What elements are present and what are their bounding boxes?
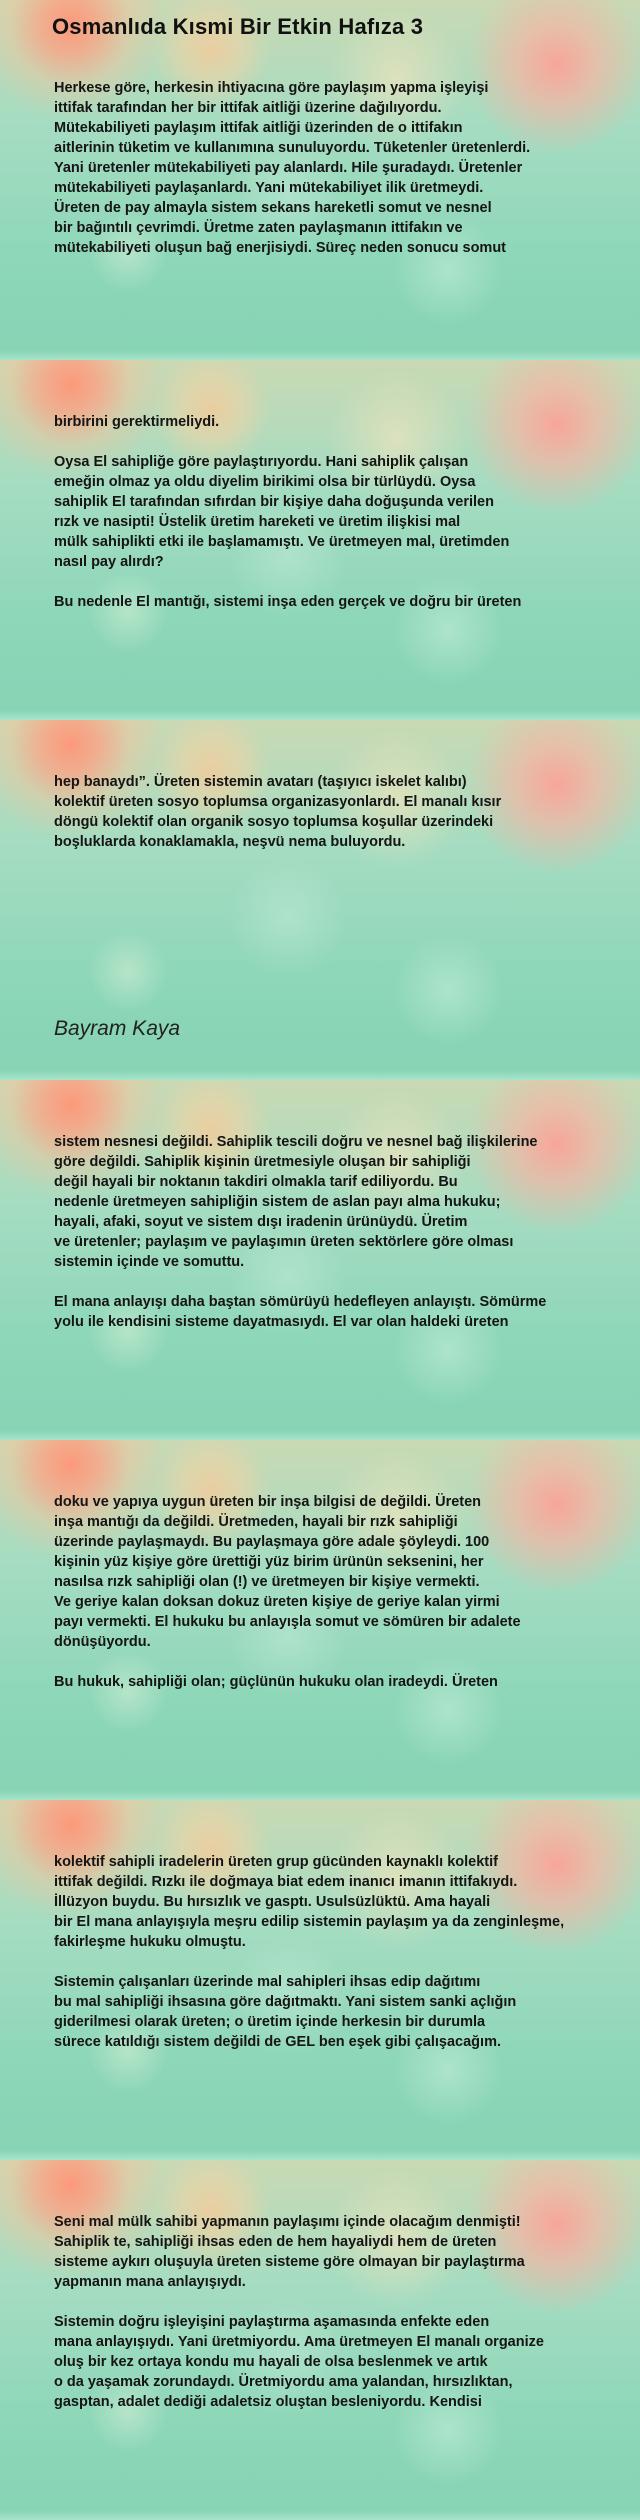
panel-text-5: doku ve yapıya uygun üreten bir inşa bilgisi de değildi. Üreten inşa mantığı da değildi. Üretmeden, hayali bir rızk sahipliği üzerinde paylaşmaydı. Bu paylaşmaya göre adale şöyleydi. 100 kişinin yüz kişiye göre ürettiği yüz birim ürünün seksenini, her nasılsa rızk sahipliği olan (!) ve üretmeyen bir kişiye vermekti. Ve geriye kalan doksan dokuz üreten kişiye de geriye kalan yirmi payı vermekti. El hukuku bu anlayışla somut ve sömüren bir adalete dönüşüyordu. Bu hukuk, sahipliği olan; güçlünün hukuku olan iradeydi. Üreten (54, 1494, 521, 1690)
panel-text-2: birbirini gerektirmeliydi. Oysa El sahipliğe göre paylaştırıyordu. Hani sahiplik çalışan emeğin olmaz ya oldu diyelim birikimi olsa bir türlüydü. Oysa sahiplik El tarafından sıfırdan bir kişiye daha doğuşunda verilen rızk ve nasipti! Üstelik üretim hareketi ve üretim ilişkisi mal mülk sahiplikti etki ile başlamamıştı. Ve üretmeyen mal, üretimden nasıl pay alırdı? Bu nedenle El mantığı, sistemi inşa eden gerçek ve doğru bir üreten (54, 414, 522, 610)
text-panel-7 (0, 2160, 640, 2520)
panel-text-1: Herkese göre, herkesin ihtiyacına göre paylaşım yapma işleyişi ittifak tarafından her bir ittifak aitliği üzerine dağılıyordu. Mütekabiliyeti paylaşım ittifak aitliği üzerinden de o ittifakın aitlerinin tüketim ve kullanımına sunuluyordu. Tüketenler üretenlerdi. Yani üretenler mütekabiliyeti pay alanlardı. Hile şuradaydı. Üretenler mütekabiliyeti paylaşanlardı. Yani mütekabiliyet ilik üretmeydi. Üreten de pay almayla sistem sekans hareketli somut ve nesnel bir bağıntılı çevrimdi. Üretme zaten paylaşmanın ittifakın ve mütekabiliyeti oluşun bağ enerjisiydi. Süreç neden sonucu somut (54, 80, 531, 256)
text-panel-1 (0, 0, 640, 360)
text-panel-6 (0, 1800, 640, 2160)
author-name: Bayram Kaya (54, 1017, 181, 1040)
text-panel-4 (0, 1080, 640, 1440)
panel-text-6: kolektif sahipli iradelerin üreten grup gücünden kaynaklı kolektif ittifak değildi. Rızkı ile doğmaya biat edem inanıcı imanın ittifakıydı. İllüzyon buydu. Bu hırsızlık ve gasptı. Usulsüzlüktü. Ama hayali bir El mana anlayışıyla meşru edilip sistemin paylaşım ya da zenginleşme, fakirleşme hukuku olmuştu. Sistemin çalışanları üzerinde mal sahipleri ihsas edip dağıtımı bu mal sahipliği ihsasına göre dağıtmaktı. Yani sistem sanki açlığın giderilmesi olarak üreten; o üretim içinde herkesin bir durumla sürece katıldığı sistem değildi de GEL ben eşek gibi çalışacağım. (54, 1854, 565, 2050)
panel-text-3: hep banaydı”. Üreten sistemin avatarı (taşıyıcı iskelet kalıbı) kolektif üreten sosyo toplumsa organizasyonlardı. El manalı kısır döngü kolektif olan organik sosyo toplumsa koşullar üzerindeki boşluklarda konaklamakla, neşvü nema buluyordu. (54, 774, 502, 850)
document-title: Osmanlıda Kısmi Bir Etkin Hafıza 3 (52, 14, 424, 39)
panel-text-7: Seni mal mülk sahibi yapmanın paylaşımı içinde olacağım denmişti! Sahiplik te, sahipliği ihsas eden de hem hayaliydi hem de üreten sisteme aykırı oluşuyla üreten sisteme göre olmayan bir paylaştırma yapmanın mana anlayışıydı. Sistemin doğru işleyişini paylaştırma aşamasında enfekte eden mana anlayışıydı. Yani üretmiyordu. Ama üretmeyen El manalı organize oluş bir kez ortaya kondu mu hayali de olsa beslenmek ve artık o da yaşamak zorundaydı. Üretmiyordu ama yalandan, hırsızlıktan, gasptan, adalet dediği adaletsiz oluştan besleniyordu. Kendisi (54, 2214, 544, 2410)
panel-text-4: sistem nesnesi değildi. Sahiplik tescili doğru ve nesnel bağ ilişkilerine göre değildi. Sahiplik kişinin üretmesiyle oluşan bir sahipliği değil hayali bir noktanın takdiri olmakla tarif ediliyordu. Bu nedenle üretmeyen sahipliğin sistem de aslan payı alma hukuku; hayali, afaki, soyut ve sistem dışı iradenin ürünüydü. Üretim ve üretenler; paylaşım ve paylaşımın üreten sektörlere göre olması sistemin içinde ve somuttu. El mana anlayışı daha baştan sömürüyü hedefleyen anlayıştı. Sömürme yolu ile kendisini sisteme dayatmasıydı. El var olan haldeki üreten (54, 1134, 547, 1330)
text-panel-5 (0, 1440, 640, 1800)
text-panel-3 (0, 720, 640, 1080)
text-panel-2 (0, 360, 640, 720)
